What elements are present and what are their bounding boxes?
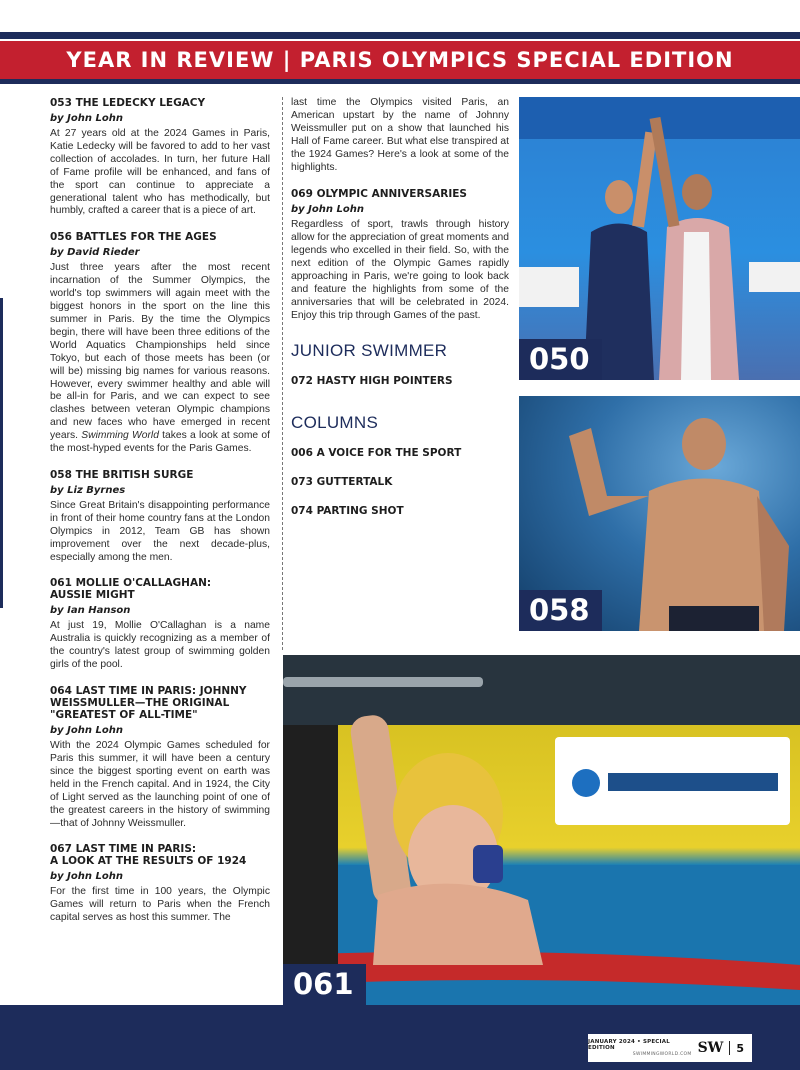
folio (588, 1034, 752, 1062)
article-069[interactable] (291, 188, 509, 322)
photo-061[interactable] (283, 655, 800, 1005)
article-summary: With the 2024 Olympic Games scheduled for Paris this summer, it will have been a century since the biggest sporting event on earth was held in the French capital. And in 1924, the City of Light served as the launching point of one of the greatest careers in the history of swimming—that of Johnny Weissmuller. (50, 740, 270, 829)
article-author: by David Rieder (50, 247, 140, 259)
article-summary-text: Just three years after the most recent incarnation of the Summer Olympics, the world's top swimmers will again meet with the biggest honors in the sport on the line this summer in Paris. By the time the Olympics begin, there will have been three editions of the World Aquatics Championships held since Tokyo, but each of those meets has been (or will be) missing big names for various reasons. However, every swimmer healthy and able will be all-in for Paris, and we can expect to see clashes between veteran Olympic champions and new faces who have emerged in recent years. (50, 262, 270, 442)
article-title: 069 OLYMPIC ANNIVERSARIES (291, 188, 467, 201)
article-067[interactable] (50, 843, 270, 925)
issue-label: JANUARY 2024 • SPECIAL EDITION (588, 1039, 670, 1051)
article-summary: Since Great Britain's disappointing performance in front of their home country fans at the London Olympics in 2012, Team GB has shown improvement over the next decade-plus, especially among the men. (50, 499, 270, 563)
article-author: by John Lohn (50, 871, 123, 883)
article-056[interactable] (50, 231, 270, 456)
section-heading-columns: COLUMNS (291, 412, 379, 432)
article-author: by John Lohn (50, 113, 123, 124)
article-title: 058 THE BRITISH SURGE (50, 468, 194, 481)
photo-058[interactable] (519, 396, 800, 631)
article-author: by Liz Byrnes (50, 484, 126, 496)
swimmer-in-pool-illustration (283, 655, 800, 1005)
article-summary: Regardless of sport, trawls through history allow for the appreciation of great moments and legends who excelled in their field. So, with the next edition of the Olympic Games rapidly approaching in Paris, we're going to look back and feature the highlights from some of the anniversaries that will be celebrated in 2024. Enjoy this trip through Games of the past. (291, 219, 509, 321)
article-summary: At 27 years old at the 2024 Games in Paris, Katie Ledecky will be favored to add to her vast collection of accolades. In turn, her future Hall of Fame profile will be enhanced, and fans of the sport can continue to appreciate a generational talent who has methodically, but humbly, crafted a career that is a piece of art. (50, 128, 270, 217)
site-label: SWIMMINGWORLD.COM (632, 1052, 692, 1057)
article-summary (50, 262, 270, 456)
article-064[interactable] (50, 685, 270, 830)
article-author: by John Lohn (50, 725, 123, 737)
header-bar (0, 41, 800, 79)
article-title: 053 THE LEDECKY LEGACY (50, 97, 206, 109)
folio-text (588, 1039, 692, 1057)
article-author: by John Lohn (291, 204, 364, 216)
podium-illustration (519, 97, 800, 380)
header-underline (0, 79, 800, 84)
article-author: by Ian Hanson (50, 605, 131, 617)
toc-item-006[interactable]: 006 A VOICE FOR THE SPORT (291, 446, 462, 459)
article-061[interactable] (50, 577, 270, 672)
article-067-continuation: last time the Olympics visited Paris, an American upstart by the name of Johnny Weissmuller put on a show that launched his Hall of Fame career. But what else transpired at the 1924 Games? Here's a look at some of the highlights. (291, 97, 509, 173)
toc-item-073[interactable]: 073 GUTTERTALK (291, 475, 393, 488)
article-title: 056 BATTLES FOR THE AGES (50, 231, 217, 244)
top-navy-stripe (0, 32, 800, 39)
left-edge-rule (0, 298, 3, 608)
article-058[interactable] (50, 469, 270, 565)
section-heading-junior-swimmer: JUNIOR SWIMMER (291, 340, 448, 360)
article-title: 064 LAST TIME IN PARIS: JOHNNY WEISSMULLER—THE ORIGINAL "GREATEST OF ALL-TIME" (50, 685, 247, 722)
article-053[interactable] (50, 97, 270, 218)
photo-050[interactable] (519, 97, 800, 380)
toc-item-074[interactable]: 074 PARTING SHOT (291, 504, 404, 517)
column-divider (282, 97, 283, 650)
page-number-badge: 058 (519, 590, 602, 631)
contents-column-1 (50, 97, 270, 938)
article-summary: For the first time in 100 years, the Olympic Games will return to Paris when the French capital serves as host this summer. The (50, 886, 270, 924)
contents-column-2 (291, 97, 509, 517)
article-title: 061 MOLLIE O'CALLAGHAN: AUSSIE MIGHT (50, 577, 212, 602)
article-summary-end: takes a look at some of the most-hyped events for the Paris Games. (50, 430, 270, 455)
magazine-name: Swimming World (81, 430, 159, 442)
magazine-logo: SW (697, 1040, 724, 1056)
page-number: 5 (736, 1041, 744, 1055)
folio-separator (729, 1041, 730, 1055)
article-title: 067 LAST TIME IN PARIS: A LOOK AT THE RESULTS OF 1924 (50, 843, 247, 868)
page-number-badge: 061 (283, 964, 366, 1005)
header-title: YEAR IN REVIEW | PARIS OLYMPICS SPECIAL EDITION (66, 48, 734, 72)
page-number-badge: 050 (519, 339, 602, 380)
article-summary: At just 19, Mollie O'Callaghan is a name Australia is quickly recognizing as a member of the country's latest group of swimming golden girls of the pool. (50, 620, 270, 671)
toc-item-072[interactable]: 072 HASTY HIGH POINTERS (291, 374, 453, 387)
